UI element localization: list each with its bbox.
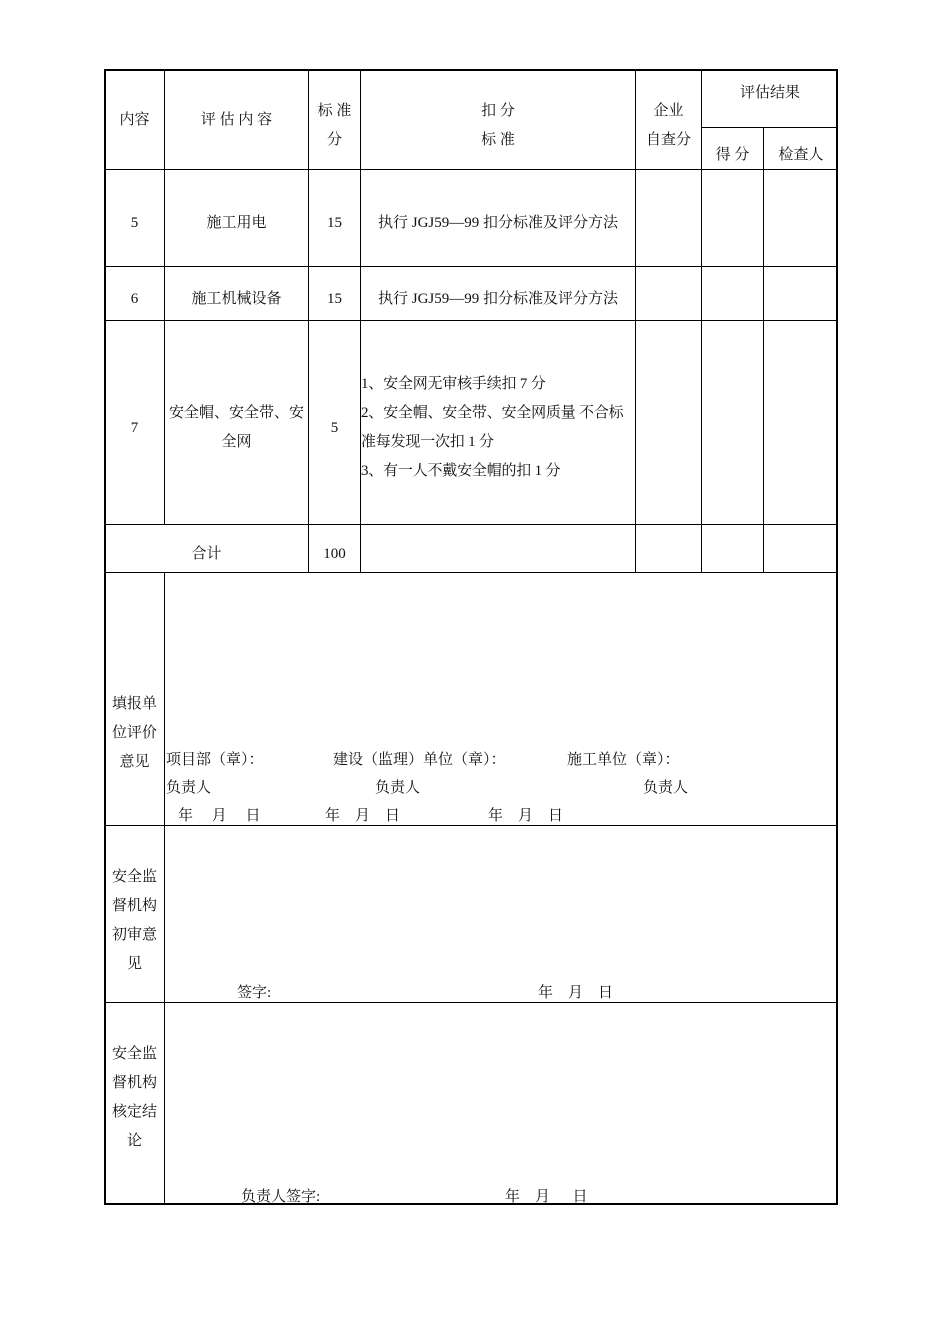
responsible-person: 负责人 (375, 780, 421, 796)
row-score: 15 (327, 291, 342, 307)
date-field: 年 月 日 (505, 1189, 588, 1205)
header-score: 得 分 (715, 147, 750, 163)
header-eval-result: 评估结果 (739, 84, 800, 101)
row-no: 5 (130, 215, 139, 231)
prelim-review-label: 安全监 督机构 初审意 见 (111, 869, 157, 972)
col-divider (164, 572, 165, 1205)
total-label: 合计 (191, 546, 222, 562)
construction-unit-stamp: 建设（监理）单位（章）： (333, 752, 506, 768)
date-field: 年 月 日 (488, 808, 564, 824)
row-item: 施工用电 (206, 215, 267, 231)
total-score: 100 (323, 546, 346, 562)
row-no: 7 (130, 420, 139, 436)
row-score: 15 (327, 215, 342, 231)
project-dept-stamp: 项目部（章）： (166, 752, 264, 768)
row-item: 安全帽、安全带、安全网 (168, 405, 304, 450)
final-conclusion-label: 安全监 督机构 核定结 论 (111, 1046, 157, 1149)
date-field: 年 月 日 (178, 808, 261, 824)
signature-field: 签字: (237, 985, 272, 1001)
header-content: 内容 (119, 111, 150, 128)
builder-unit-stamp: 施工单位（章）： (567, 752, 680, 768)
row-standard: 执行 JGJ59—99 扣分标准及评分方法 (377, 215, 618, 231)
date-field: 年 月 日 (325, 808, 401, 824)
row-score: 5 (330, 420, 339, 436)
header-std-score: 标 准 分 (317, 103, 352, 148)
header-deduct-std: 扣 分 标 准 (481, 103, 515, 148)
row-standard: 执行 JGJ59—99 扣分标准及评分方法 (377, 291, 618, 307)
signature-field: 负责人签字: (241, 1189, 321, 1205)
responsible-person: 负责人 (166, 780, 212, 796)
fill-unit-opinion-label: 填报单 位评价 意见 (111, 695, 157, 770)
responsible-person: 负责人 (643, 780, 689, 796)
header-eval-content: 评 估 内 容 (200, 111, 273, 128)
row-item: 施工机械设备 (191, 291, 282, 307)
row-divider (104, 1002, 838, 1003)
col-divider (763, 127, 764, 572)
header-self-check: 企业 自查分 (645, 103, 691, 148)
header-inspector: 检查人 (778, 147, 824, 163)
row-no: 6 (130, 291, 139, 307)
row-standard: 1、安全网无审核手续扣 7 分 2、安全帽、安全带、安全网质量 不合标准每发现一次扣 1 分 3、有一人不戴安全帽的扣 1 分 (361, 376, 624, 479)
date-field: 年 月 日 (538, 985, 614, 1001)
